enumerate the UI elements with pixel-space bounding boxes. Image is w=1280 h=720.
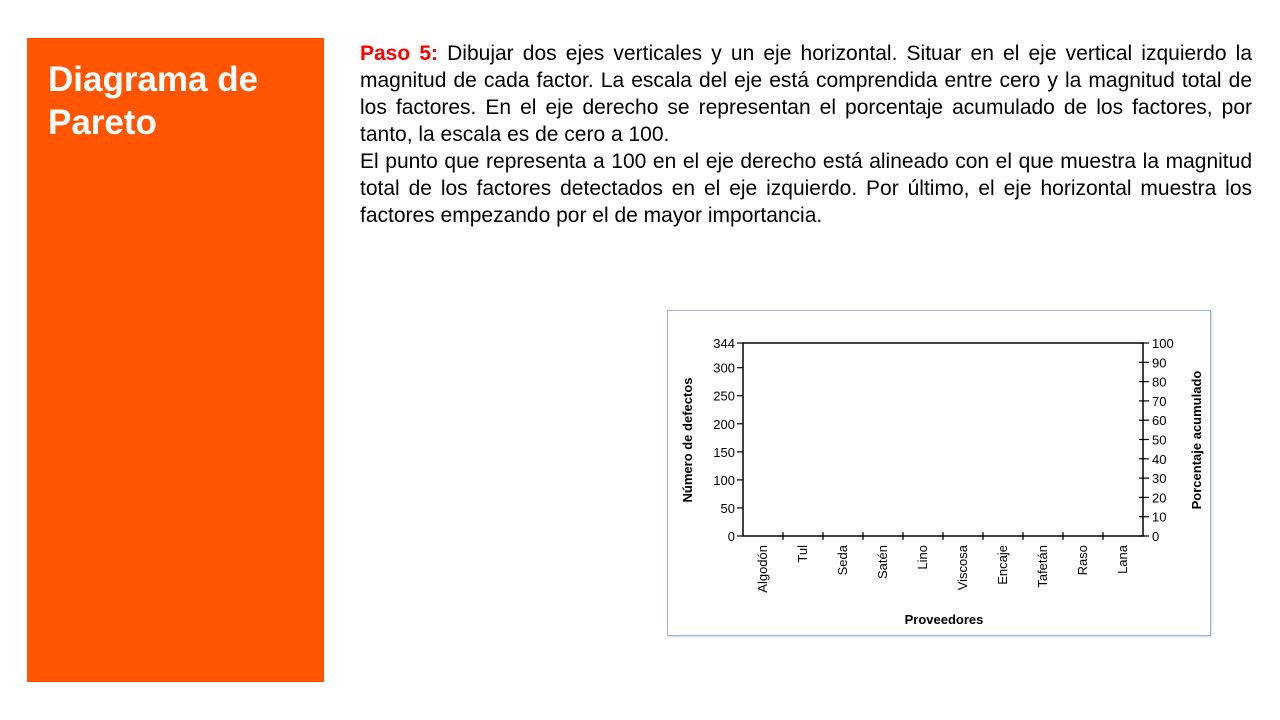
y-tick-label: 300 [713,360,735,376]
y-tick-label: 200 [713,416,735,432]
y2-tick-label: 70 [1152,393,1167,409]
y2-tick-label: 20 [1152,490,1167,506]
y-tick-label: 250 [713,388,735,404]
x-tick-label: Raso [1075,545,1090,576]
x-axis-label: Proveedores [904,612,984,627]
y2-tick-label: 80 [1152,374,1167,390]
pareto-chart [667,310,1211,636]
step-paragraph [360,40,1252,148]
y2-tick-label: 40 [1152,451,1167,467]
y2-tick-label: 60 [1152,413,1167,429]
y2-tick-label: 0 [1152,529,1160,544]
y-axis-label: Número de defectos [680,377,695,503]
x-tick-label: Algodón [755,545,770,593]
left-axis [713,336,743,544]
y2-tick-label: 10 [1152,509,1167,525]
y-tick-label: 100 [713,472,735,488]
y2-tick-label: 30 [1152,471,1167,487]
y2-tick-label: 100 [1152,336,1174,351]
x-tick-label: Lana [1115,545,1130,574]
step-text: Dibujar dos ejes verticales y un eje horizontal. Situar en el eje vertical izquierdo la magnitud de cada factor. La escala del eje está comprendida entre cero y la magnitud total de los factores. En el eje derecho se representan el porcentaje acumulado de los factores, por tanto, la escala es de cero a 100. [360,42,1253,146]
x-tick-label: Lino [915,545,930,570]
y2-tick-label: 90 [1152,355,1167,371]
y-tick-label: 150 [713,444,735,460]
title-panel [27,38,324,682]
y2-axis-label: Porcentaje acumulado [1189,370,1204,510]
body-text [360,40,1252,229]
x-tick-label: Tul [795,545,810,563]
slide-title: Diagrama de Pareto [48,60,259,142]
pareto-chart-svg [668,311,1210,635]
x-axis [755,532,1130,593]
x-tick-label: Seda [835,545,850,576]
y-tick-label: 0 [727,529,735,544]
y-tick-label: 50 [720,500,735,516]
step-label: Paso 5: [360,42,438,65]
right-axis [1139,336,1174,544]
alignment-paragraph: El punto que representa a 100 en el eje derecho está alineado con el que muestra la magnitud total de los factores detectados en el eje izquierdo. Por último, el eje horizontal muestra los factores empezando por el de mayor importancia. [360,150,1252,227]
y2-tick-label: 50 [1152,432,1167,448]
x-tick-label: Tafetán [1035,545,1050,588]
x-tick-label: Satén [875,545,890,579]
plot-area [743,343,1143,536]
y-tick-label: 344 [713,336,735,351]
x-tick-label: Viscosa [955,545,970,591]
x-tick-label: Encaje [995,545,1010,585]
